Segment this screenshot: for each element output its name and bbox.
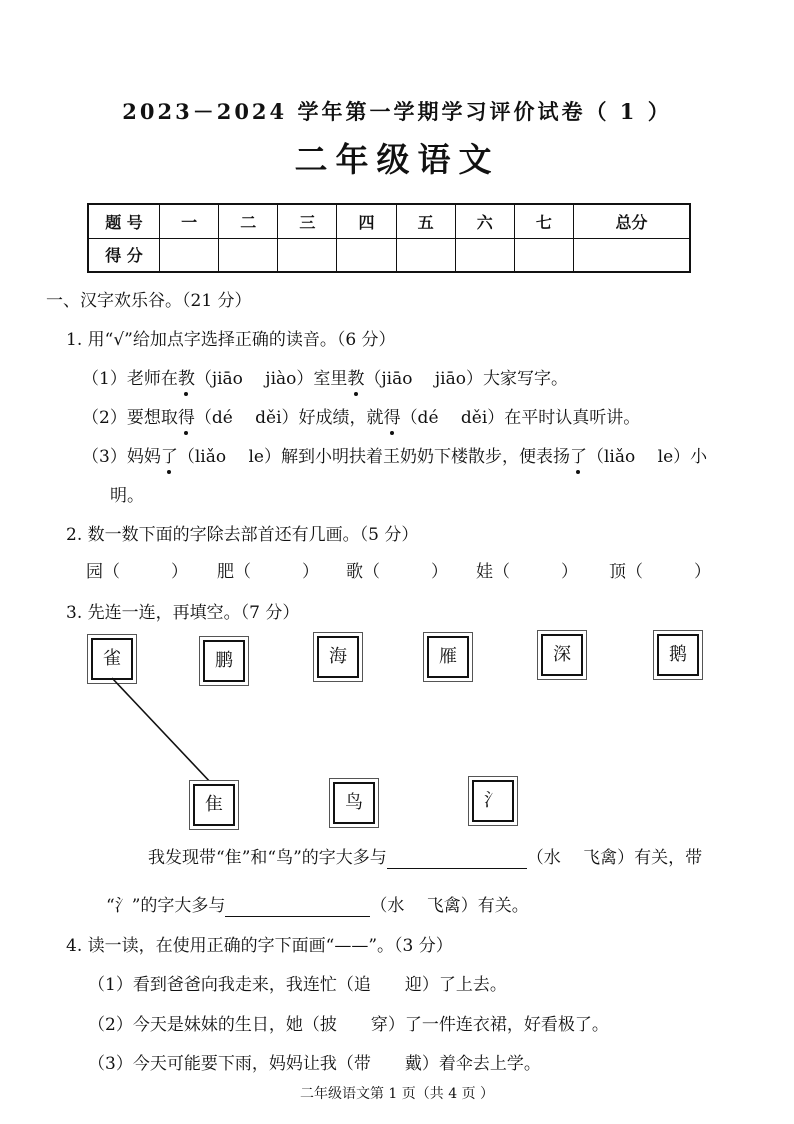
question-4-item: （3）今天可能要下雨，妈妈让我（带 戴）着伞去上学。 xyxy=(88,1054,541,1074)
score-cell: 总分 xyxy=(573,204,690,238)
question-1-item-2: （2）要想取得（dé děi）好成绩，就得（dé děi）在平时认真听讲。 xyxy=(82,408,641,428)
question-2-title: 2. 数一数下面的字除去部首还有几画。（5 分） xyxy=(66,525,419,545)
char-box-top[interactable]: 鹏 xyxy=(203,640,245,682)
char-box-bottom[interactable]: 隹 xyxy=(193,784,235,826)
score-cell: 一 xyxy=(160,204,219,238)
section-heading: 一、汉字欢乐谷。（21 分） xyxy=(46,291,252,311)
exam-subtitle: 二年级语文 xyxy=(294,140,500,179)
answer-blank[interactable] xyxy=(225,898,370,917)
question-3-fill-2: “氵”的字大多与 （水 飞禽）有关。 xyxy=(106,896,529,916)
score-cell: 四 xyxy=(337,204,396,238)
question-4-item: （1）看到爸爸向我走来，我连忙（追 迎）了上去。 xyxy=(88,975,507,995)
char-box-top[interactable]: 海 xyxy=(317,636,359,678)
score-cell: 六 xyxy=(455,204,514,238)
question-1-item-3-cont: 明。 xyxy=(110,486,144,506)
char-box-top[interactable]: 鹅 xyxy=(657,634,699,676)
char-box-top[interactable]: 雀 xyxy=(91,638,133,680)
question-1-item-3: （3）妈妈了（liǎo le）解到小明扶着王奶奶下楼散步，便表扬了（liǎo le）小 xyxy=(82,447,708,467)
question-2-item[interactable]: 肥（ ） xyxy=(217,562,319,582)
char-box-top[interactable]: 雁 xyxy=(427,636,469,678)
char-box-top[interactable]: 深 xyxy=(541,634,583,676)
question-1-title: 1. 用“√”给加点字选择正确的读音。（6 分） xyxy=(66,330,396,350)
question-2-item[interactable]: 歌（ ） xyxy=(346,562,448,582)
score-cell: 题 号 xyxy=(88,204,160,238)
score-cell: 五 xyxy=(396,204,455,238)
question-2-item[interactable]: 顶（ ） xyxy=(609,562,711,582)
answer-blank[interactable] xyxy=(387,850,527,869)
exam-title: 2023－2024 学年第一学期学习评价试卷（ 1 ） xyxy=(122,99,672,124)
score-cell: 三 xyxy=(278,204,337,238)
question-1-item-1: （1）老师在教（jiāo jiào）室里教（jiāo jiāo）大家写字。 xyxy=(82,369,568,389)
question-4-item: （2）今天是妹妹的生日，她（披 穿）了一件连衣裙，好看极了。 xyxy=(88,1015,609,1035)
score-cell: 七 xyxy=(514,204,573,238)
question-2-item[interactable]: 娃（ ） xyxy=(476,562,578,582)
score-cell: 得 分 xyxy=(88,238,160,272)
score-cell: 二 xyxy=(219,204,278,238)
question-3-fill-1: 我发现带“隹”和“鸟”的字大多与 （水 飞禽）有关，带 xyxy=(148,848,703,868)
question-4-title: 4. 读一读，在使用正确的字下面画“——”。（3 分） xyxy=(66,936,453,956)
question-3-title: 3. 先连一连，再填空。（7 分） xyxy=(66,603,300,623)
question-2-item[interactable]: 园（ ） xyxy=(86,562,188,582)
page-footer: 二年级语文第 1 页（共 4 页 ） xyxy=(299,1086,495,1102)
char-box-bottom[interactable]: 鸟 xyxy=(333,782,375,824)
char-box-bottom[interactable]: 氵 xyxy=(472,780,514,822)
